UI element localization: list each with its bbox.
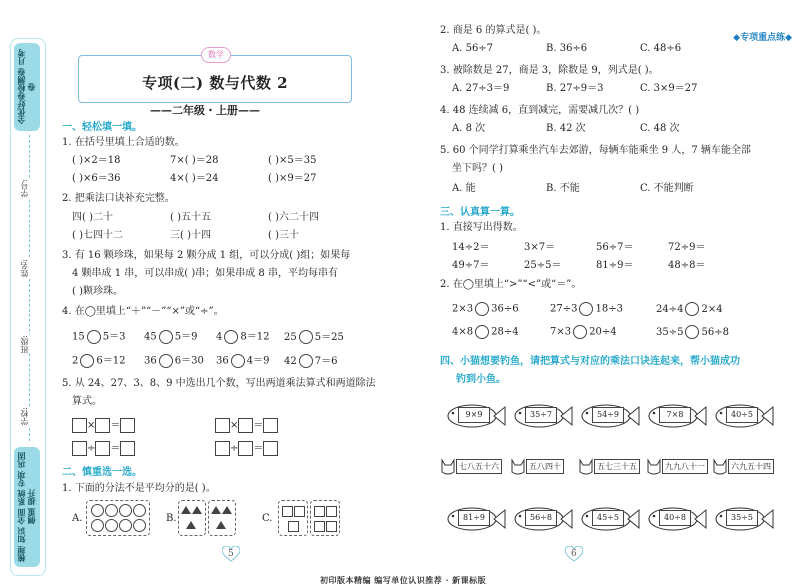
footer-text: 初印版本精编 编写单位认识推荐 · 新课标版 bbox=[320, 575, 487, 585]
c3-options bbox=[452, 82, 697, 96]
q2-text: 2. 把乘法口诀补充完整。 bbox=[62, 193, 175, 204]
sidebar-top-badge: 全优好卷检测卷 月考卷 bbox=[14, 43, 40, 131]
option-c[interactable]: C. 不能判断 bbox=[640, 183, 694, 194]
page-number-right: 6 bbox=[571, 549, 577, 559]
fish-label: 45÷5 bbox=[592, 510, 624, 526]
cat-label: 五八四十 bbox=[526, 459, 564, 474]
answer-circle[interactable] bbox=[475, 325, 489, 339]
option-c-group-1[interactable] bbox=[278, 500, 308, 536]
section-2-heading: 二、慎重选一选。 bbox=[62, 467, 142, 478]
c4-options bbox=[452, 122, 680, 136]
fish-card[interactable] bbox=[645, 402, 707, 430]
answer-box[interactable] bbox=[95, 441, 110, 456]
name-label: 姓名: bbox=[20, 259, 29, 278]
q4-row-1: 15 5＝3 45 5＝9 4 8＝12 25 5＝25 bbox=[72, 331, 344, 343]
fish-card[interactable] bbox=[578, 402, 640, 430]
student-id-label: 学号: bbox=[20, 179, 29, 198]
option-b-label[interactable]: B. bbox=[166, 513, 177, 524]
fish-card[interactable] bbox=[578, 505, 640, 533]
mult-equation-2: × ＝ bbox=[215, 418, 278, 433]
fish-label: 40÷8 bbox=[659, 510, 691, 526]
school-label: 学校: bbox=[20, 407, 29, 426]
answer-circle[interactable] bbox=[80, 354, 94, 368]
option-c[interactable]: C. 3×9＝27 bbox=[640, 83, 698, 94]
c5-options bbox=[452, 182, 694, 196]
fish-card[interactable] bbox=[444, 402, 506, 430]
fish-card[interactable] bbox=[712, 402, 774, 430]
option-a-label[interactable]: A. bbox=[72, 513, 83, 524]
answer-circle[interactable] bbox=[299, 354, 313, 368]
answer-box[interactable] bbox=[120, 418, 135, 433]
answer-circle[interactable] bbox=[685, 302, 699, 316]
answer-circle[interactable] bbox=[231, 354, 245, 368]
q3-line-2: 4 颗串成 1 串，可以串成( )串；如果串成 8 串，平均每串有 bbox=[72, 268, 338, 279]
cat-label: 九九八十一 bbox=[662, 459, 708, 474]
mult-equation-1: × ＝ bbox=[72, 418, 135, 433]
section-1-heading: 一、轻松填一填。 bbox=[62, 122, 142, 133]
answer-box[interactable] bbox=[238, 418, 253, 433]
subject-tag: 数学 bbox=[201, 47, 231, 63]
q2-row-1: 四( )二十 ( )五十五 ( )六二十四 bbox=[72, 212, 319, 223]
option-a[interactable]: A. 56÷7 bbox=[452, 43, 494, 54]
answer-box[interactable] bbox=[263, 441, 278, 456]
fish-label: 54÷9 bbox=[592, 407, 624, 423]
page-number-left: 5 bbox=[228, 549, 234, 559]
option-b[interactable]: B. 36÷6 bbox=[546, 43, 588, 54]
div-equation-2: ÷ ＝ bbox=[215, 441, 278, 456]
c5-line-1: 5. 60 个同学打算乘坐汽车去郊游，每辆车能乘坐 9 人，7 辆车能全部 bbox=[440, 145, 751, 156]
option-b[interactable]: B. 42 次 bbox=[546, 123, 586, 134]
sidebar bbox=[10, 38, 46, 576]
q3-line-3: ( )颗珍珠。 bbox=[72, 286, 123, 297]
fish-label: 7×8 bbox=[659, 407, 691, 423]
option-a-figure[interactable] bbox=[86, 500, 150, 536]
section-4-heading-line-1: 四、小猫想要钓鱼，请把算式与对应的乘法口诀连起来，帮小猫成功 bbox=[440, 356, 740, 367]
answer-circle[interactable] bbox=[87, 330, 101, 344]
option-b-group-2[interactable] bbox=[208, 500, 236, 536]
q2-row-2: ( )七四十二 三( )十四 ( )三十 bbox=[72, 230, 299, 241]
d1-text: 1. 直接写出得数。 bbox=[440, 222, 523, 233]
page-title: 专项(二) 数与代数 2 bbox=[141, 74, 289, 92]
cat-label: 五七三十五 bbox=[594, 459, 640, 474]
answer-box[interactable] bbox=[215, 441, 230, 456]
d2-row-1: 2×3 36÷6 27÷3 18÷3 24÷4 2×4 bbox=[452, 303, 723, 315]
fish-label: 35÷5 bbox=[726, 510, 758, 526]
title-box bbox=[78, 50, 352, 103]
answer-box[interactable] bbox=[72, 441, 87, 456]
answer-circle[interactable] bbox=[475, 302, 489, 316]
option-c-group-2[interactable] bbox=[310, 500, 340, 536]
fish-label: 35÷7 bbox=[525, 407, 557, 423]
answer-box[interactable] bbox=[238, 441, 253, 456]
answer-circle[interactable] bbox=[159, 354, 173, 368]
q4-row-2: 2 6＝12 36 6＝30 36 4＝9 42 7＝6 bbox=[72, 355, 338, 367]
answer-box[interactable] bbox=[263, 418, 278, 433]
answer-box[interactable] bbox=[95, 418, 110, 433]
q4-text: 4. 在◯里填上“＋”“－”“×”或“÷”。 bbox=[62, 306, 224, 317]
cat-card[interactable] bbox=[578, 456, 652, 476]
fish-card[interactable] bbox=[511, 505, 573, 533]
option-b-group-1[interactable] bbox=[178, 500, 206, 536]
c4-text: 4. 48 连续减 6，直到减完，需要减几次？( ) bbox=[440, 105, 640, 116]
cat-card[interactable] bbox=[646, 456, 720, 476]
c5-line-2: 坐下吗？( ) bbox=[452, 163, 503, 174]
answer-box[interactable] bbox=[72, 418, 87, 433]
c3-text: 3. 被除数是 27，商是 3，除数是 9，列式是( )。 bbox=[440, 65, 659, 76]
option-c[interactable]: C. 48 次 bbox=[640, 123, 680, 134]
cat-card[interactable] bbox=[440, 456, 514, 476]
q1-row-1: ( )×2＝18 7×( )＝28 ( )×5＝35 bbox=[72, 155, 317, 166]
fish-label: 56÷8 bbox=[525, 510, 557, 526]
answer-circle[interactable] bbox=[579, 302, 593, 316]
sidebar-bottom-badge: 梳理 知识 全面 系统 专项 巩固 侧重 提升 bbox=[14, 447, 40, 567]
answer-circle[interactable] bbox=[573, 325, 587, 339]
q3-line-1: 3. 有 16 颗珍珠，如果每 2 颗分成 1 组，可以分成( )组；如果每 bbox=[62, 250, 351, 261]
c2-text: 2. 商是 6 的算式是( )。 bbox=[440, 25, 547, 36]
answer-box[interactable] bbox=[215, 418, 230, 433]
cat-card[interactable] bbox=[510, 456, 584, 476]
option-a[interactable]: A. 27÷3＝9 bbox=[452, 83, 510, 94]
d1-row-2: 49÷7＝ 25÷5＝ 81÷9＝ 48÷8＝ bbox=[452, 260, 706, 271]
option-c-label[interactable]: C. bbox=[262, 513, 273, 524]
option-b[interactable]: B. 27÷9＝3 bbox=[546, 83, 604, 94]
cat-label: 六九五十四 bbox=[728, 459, 774, 474]
q1-row-2: ( )×6＝36 4×( )＝24 ( )×9＝27 bbox=[72, 173, 317, 184]
cat-label: 七八五十六 bbox=[456, 459, 502, 474]
q5-line-1: 5. 从 24、27、3、8、9 中选出几个数，写出两道乘法算式和两道除法 bbox=[62, 378, 376, 389]
fish-card[interactable] bbox=[712, 505, 774, 533]
fish-label: 9×9 bbox=[458, 407, 490, 423]
section-4-heading-line-2: 钓到小鱼。 bbox=[456, 374, 506, 385]
d2-row-2: 4×8 28÷4 7×3 20÷4 35÷5 56÷8 bbox=[452, 326, 729, 338]
c1-text: 1. 下面的分法不是平均分的是( )。 bbox=[62, 483, 216, 494]
grade-label: ——二年级・上册—— bbox=[150, 104, 260, 117]
answer-box[interactable] bbox=[120, 441, 135, 456]
d2-text: 2. 在◯里填上“>”“<”或“＝”。 bbox=[440, 279, 582, 290]
fish-card[interactable] bbox=[511, 402, 573, 430]
q1-text: 1. 在括号里填上合适的数。 bbox=[62, 137, 185, 148]
c2-options bbox=[452, 42, 681, 56]
answer-circle[interactable] bbox=[299, 330, 313, 344]
section-3-heading: 三、认真算一算。 bbox=[440, 207, 520, 218]
fish-label: 40÷5 bbox=[726, 407, 758, 423]
fish-label: 81÷9 bbox=[458, 510, 490, 526]
option-b[interactable]: B. 不能 bbox=[546, 183, 580, 194]
answer-circle[interactable] bbox=[159, 330, 173, 344]
corner-label: ◆专项重点练◆ bbox=[733, 33, 792, 43]
answer-circle[interactable] bbox=[224, 330, 238, 344]
class-label: 班级: bbox=[20, 335, 29, 354]
div-equation-1: ÷ ＝ bbox=[72, 441, 135, 456]
d1-row-1: 14÷2＝ 3×7＝ 56÷7＝ 72÷9＝ bbox=[452, 242, 706, 253]
option-a[interactable]: A. 8 次 bbox=[452, 123, 486, 134]
option-a[interactable]: A. 能 bbox=[452, 183, 476, 194]
fish-card[interactable] bbox=[444, 505, 506, 533]
fish-card[interactable] bbox=[645, 505, 707, 533]
q5-line-2: 算式。 bbox=[72, 396, 102, 407]
answer-circle[interactable] bbox=[685, 325, 699, 339]
cat-card[interactable] bbox=[712, 456, 792, 476]
option-c[interactable]: C. 48÷6 bbox=[640, 43, 682, 54]
